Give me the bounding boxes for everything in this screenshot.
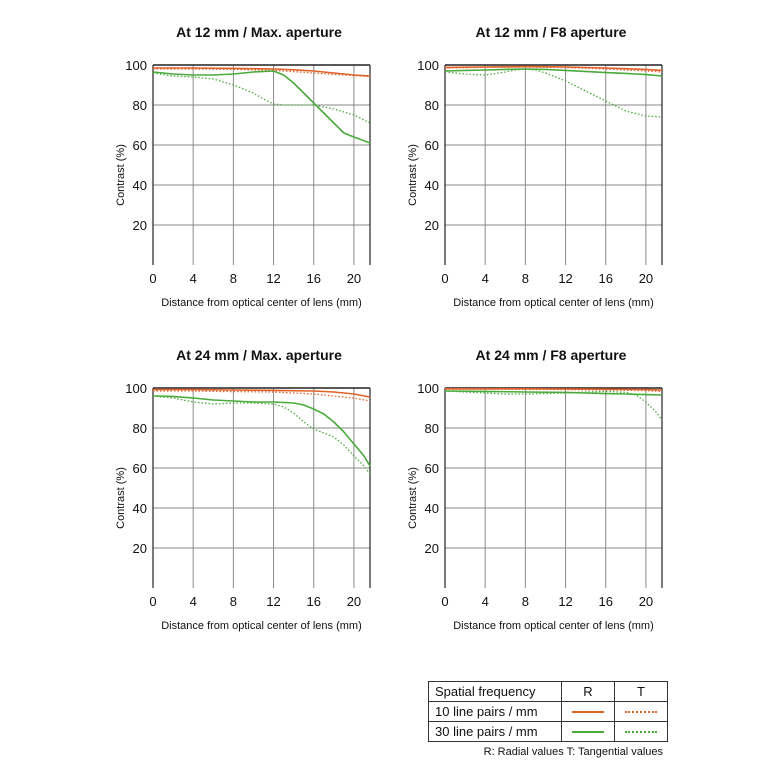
legend-swatch-cell [562, 722, 615, 742]
y-tick-label: 40 [132, 501, 147, 516]
y-tick-label: 20 [132, 541, 147, 556]
x-tick-label: 20 [346, 271, 362, 286]
mtf-chart-24mm-f8-aperture [392, 347, 752, 647]
y-tick-label: 60 [132, 138, 147, 153]
y-tick-label: 100 [125, 58, 147, 73]
y-tick-label: 20 [424, 218, 439, 233]
legend-swatch-30lp-tangential [625, 731, 657, 733]
y-tick-label: 40 [424, 501, 439, 516]
series-line [153, 71, 370, 143]
x-tick-label: 4 [189, 271, 197, 286]
y-tick-label: 60 [132, 461, 147, 476]
legend-col-radial: R [562, 682, 615, 702]
x-tick-label: 4 [481, 271, 489, 286]
x-tick-label: 16 [306, 271, 321, 286]
x-tick-label: 16 [598, 594, 613, 609]
legend-row-10lp [429, 702, 668, 722]
x-tick-label: 0 [441, 594, 449, 609]
y-tick-label: 20 [132, 218, 147, 233]
y-axis-label: Contrast (%) [115, 467, 127, 529]
y-axis-label: Contrast (%) [407, 144, 419, 206]
chart-plot [392, 347, 752, 647]
legend-swatch-10lp-tangential [625, 711, 657, 713]
legend-row-label: 10 line pairs / mm [429, 702, 562, 722]
series-line [153, 396, 370, 466]
y-tick-label: 80 [424, 421, 439, 436]
series-line [445, 391, 662, 420]
legend-row-30lp [429, 722, 668, 742]
legend-header-row [429, 682, 668, 702]
chart-plot [392, 24, 752, 324]
x-tick-label: 0 [149, 271, 157, 286]
legend-col-tangential: T [615, 682, 668, 702]
y-tick-label: 20 [424, 541, 439, 556]
x-tick-label: 8 [229, 594, 237, 609]
x-axis-label: Distance from optical center of lens (mm) [453, 620, 654, 632]
x-axis-label: Distance from optical center of lens (mm) [161, 620, 362, 632]
x-tick-label: 12 [558, 271, 573, 286]
chart-title: At 12 mm / F8 aperture [475, 24, 627, 40]
y-tick-label: 80 [132, 421, 147, 436]
series-line [153, 73, 370, 123]
y-tick-label: 100 [417, 58, 439, 73]
x-tick-label: 12 [266, 594, 281, 609]
x-tick-label: 0 [149, 594, 157, 609]
legend-table [428, 681, 668, 742]
x-tick-label: 20 [346, 594, 362, 609]
chart-title: At 24 mm / Max. aperture [176, 347, 342, 363]
x-tick-label: 20 [638, 271, 654, 286]
x-tick-label: 4 [481, 594, 489, 609]
x-tick-label: 16 [598, 271, 613, 286]
y-axis-label: Contrast (%) [115, 144, 127, 206]
series-line [153, 396, 370, 474]
x-tick-label: 12 [266, 271, 281, 286]
y-tick-label: 100 [125, 381, 147, 396]
y-axis-label: Contrast (%) [407, 467, 419, 529]
x-tick-label: 8 [521, 594, 529, 609]
x-tick-label: 8 [521, 271, 529, 286]
y-tick-label: 100 [417, 381, 439, 396]
legend-swatch-cell [615, 722, 668, 742]
y-tick-label: 40 [132, 178, 147, 193]
y-tick-label: 40 [424, 178, 439, 193]
legend-swatch-cell [562, 702, 615, 722]
y-tick-label: 80 [132, 98, 147, 113]
x-tick-label: 16 [306, 594, 321, 609]
legend-row-label: 30 line pairs / mm [429, 722, 562, 742]
x-tick-label: 4 [189, 594, 197, 609]
y-tick-label: 60 [424, 461, 439, 476]
series-line [445, 69, 662, 117]
x-tick-label: 20 [638, 594, 654, 609]
legend-swatch-30lp-radial [572, 731, 604, 733]
chart-title: At 24 mm / F8 aperture [475, 347, 627, 363]
y-tick-label: 60 [424, 138, 439, 153]
x-tick-label: 8 [229, 271, 237, 286]
x-tick-label: 12 [558, 594, 573, 609]
x-axis-label: Distance from optical center of lens (mm) [161, 297, 362, 309]
chart-title: At 12 mm / Max. aperture [176, 24, 342, 40]
legend-swatch-10lp-radial [572, 711, 604, 713]
x-tick-label: 0 [441, 271, 449, 286]
legend-note: R: Radial values T: Tangential values [483, 746, 663, 758]
legend-swatch-cell [615, 702, 668, 722]
y-tick-label: 80 [424, 98, 439, 113]
x-axis-label: Distance from optical center of lens (mm) [453, 297, 654, 309]
mtf-chart-12mm-f8-aperture [392, 24, 752, 324]
legend-header-label: Spatial frequency [429, 682, 562, 702]
